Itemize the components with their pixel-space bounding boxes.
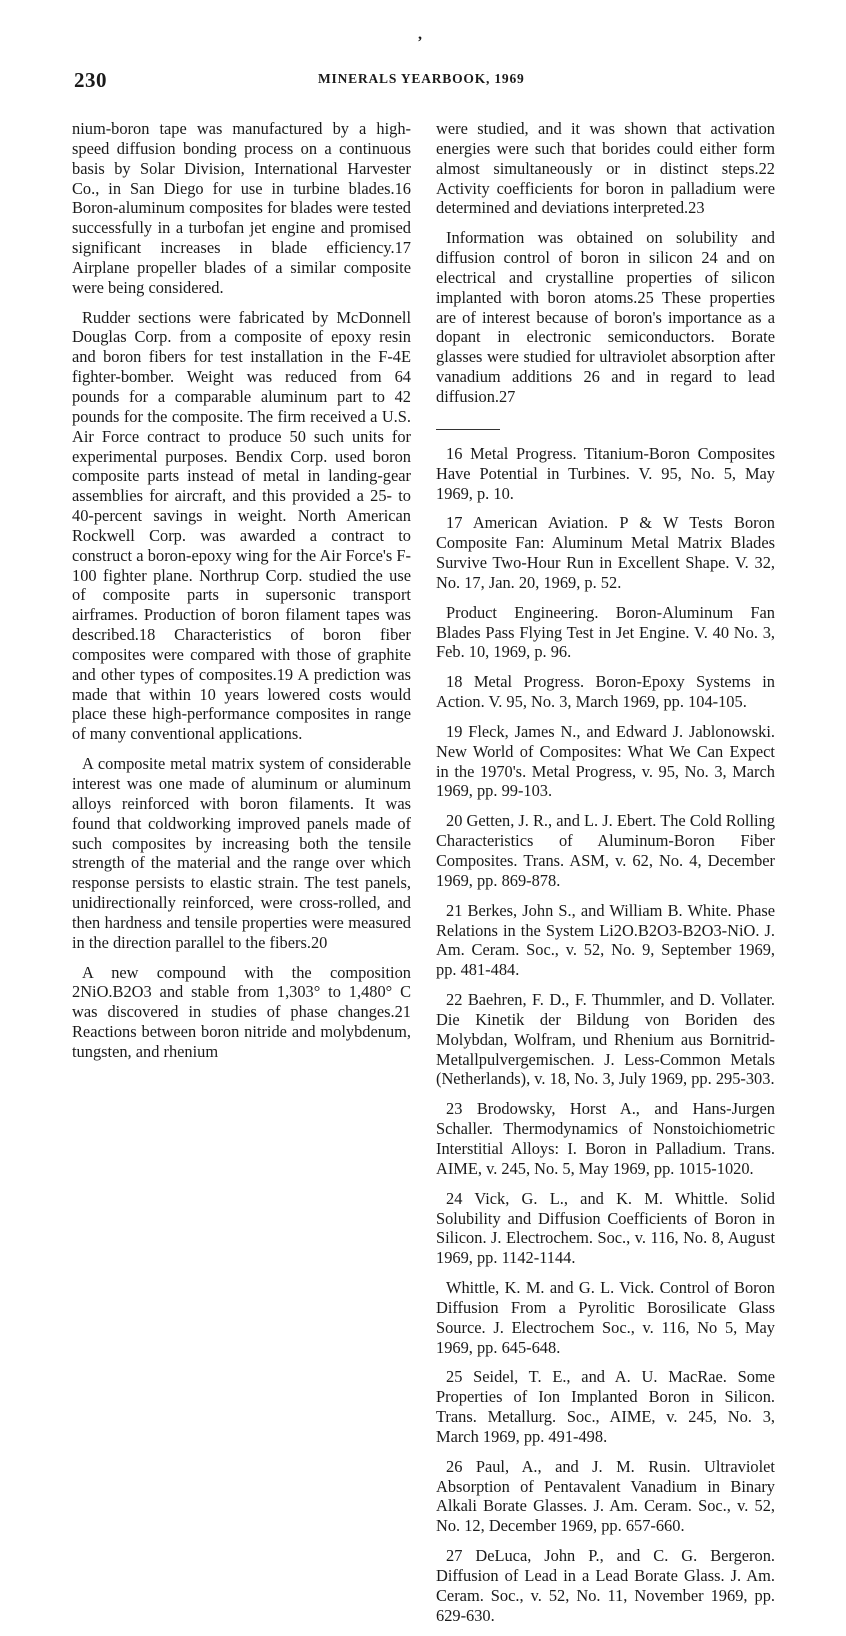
page-number: 230 xyxy=(74,68,107,92)
footnotes xyxy=(436,444,775,1626)
footnote: 24 Vick, G. L., and K. M. Whittle. Solid Solubility and Diffusion Coefficients of Boron in Silicon. J. Electrochem. Soc., v. 116, No. 8, August 1969, pp. 1142-1144. xyxy=(436,1188,775,1268)
footnote-divider xyxy=(436,429,500,430)
paragraph: nium-boron tape was manufactured by a high-speed diffusion bonding process on a continuous basis by Solar Division, International Harvester Co., in San Diego for use in turbine blades.16 Boron-aluminum composites for blades were tested successfully in a turbofan jet engine and promised significant increases in blade efficiency.17 Airplane propeller blades of a similar composite were being considered. xyxy=(72,119,411,297)
footnote: 22 Baehren, F. D., F. Thummler, and D. Vollater. Die Kinetik der Bildung von Boriden des Molybdan, Wolfram, und Rhenium aus Bornitrid-Metallpulvergemischen. J. Less-Common Metals (Netherlands), v. 18, No. 3, July 1969, pp. 295-303. xyxy=(436,990,775,1089)
footnote: 21 Berkes, John S., and William B. White. Phase Relations in the System Li2O.B2O3-B2O3-NiO. J. Am. Ceram. Soc., v. 52, No. 9, September 1969, pp. 481-484. xyxy=(436,900,775,980)
footnote: 17 American Aviation. P & W Tests Boron Composite Fan: Aluminum Metal Matrix Blades Survive Two-Hour Run in Excellent Shape. V. 32, No. 17, Jan. 20, 1969, p. 52. xyxy=(436,513,775,592)
paragraph: A new compound with the composition 2NiO.B2O3 and stable from 1,303° to 1,480° C was discovered in studies of phase changes.21 Reactions between boron nitride and molybdenum, tungsten, and rhenium xyxy=(72,962,411,1061)
footnote: 27 DeLuca, John P., and C. G. Bergeron. Diffusion of Lead in a Lead Borate Glass. J. Am. Ceram. Soc., v. 52, No. 11, November 1969, pp. 629-630. xyxy=(436,1546,775,1625)
footnote: 26 Paul, A., and J. M. Rusin. Ultraviolet Absorption of Pentavalent Vanadium in Binary Alkali Borate Glasses. J. Am. Ceram. Soc., v. 52, No. 12, December 1969, pp. 657-660. xyxy=(436,1456,775,1536)
right-column xyxy=(436,119,775,1636)
footnote: 25 Seidel, T. E., and A. U. MacRae. Some Properties of Ion Implanted Boron in Silicon. Trans. Metallurg. Soc., AIME, v. 245, No. 3, March 1969, pp. 491-498. xyxy=(436,1367,775,1446)
footnote: 16 Metal Progress. Titanium-Boron Composites Have Potential in Turbines. V. 95, No. 5, May 1969, p. 10. xyxy=(436,443,775,503)
paragraph: were studied, and it was shown that activation energies were such that borides could either form almost simultaneously or in distinct steps.22 Activity coefficients for boron in palladium were determined and deviations interpreted.23 xyxy=(436,119,775,218)
page-header xyxy=(74,68,784,92)
paragraph: Rudder sections were fabricated by McDonnell Douglas Corp. from a composite of epoxy resin and boron fibers for test installation in the F-4E fighter-bomber. Weight was reduced from 64 pounds for a comparable aluminum part to 42 pounds for the composite. The firm received a U.S. Air Force contract to produce 50 such units for experimental purposes. Bendix Corp. used boron composite parts instead of metal in landing-gear assemblies for aircraft, and this provided a 25- to 40-percent savings in weight. North American Rockwell Corp. was awarded a contract to construct a boron-epoxy wing for the Air Force's F-100 fighter plane. Northrup Corp. studied the use of composite parts in supersonic transport airframes. Production of boron filament tapes was described.18 Characteristics of boron fiber composites were compared with those of graphite and other types of composites.19 A prediction was made that within 10 years lowered costs would place these high-performance composites in range of many conventional applications. xyxy=(72,307,411,744)
left-column xyxy=(72,119,411,1072)
footnote: Product Engineering. Boron-Aluminum Fan Blades Pass Flying Test in Jet Engine. V. 40 No. 3, Feb. 10, 1969, p. 96. xyxy=(436,602,775,662)
footnote: Whittle, K. M. and G. L. Vick. Control of Boron Diffusion From a Pyrolitic Borosilicate Glass Source. J. Electrochem Soc., v. 116, No 5, May 1969, pp. 645-648. xyxy=(436,1278,775,1357)
running-title: MINERALS YEARBOOK, 1969 xyxy=(318,71,525,86)
footnote: 20 Getten, J. R., and L. J. Ebert. The Cold Rolling Characteristics of Aluminum-Boron Fiber Composites. Trans. ASM, v. 62, No. 4, December 1969, pp. 869-878. xyxy=(436,811,775,890)
footnote: 19 Fleck, James N., and Edward J. Jablonowski. New World of Composites: What We Can Expect in the 1970's. Metal Progress, v. 95, No. 3, March 1969, pp. 99-103. xyxy=(436,721,775,801)
footnote: 23 Brodowsky, Horst A., and Hans-Jurgen Schaller. Thermodynamics of Nonstoichiometric Interstitial Alloys: I. Boron in Palladium. Trans. AIME, v. 245, No. 5, May 1969, pp. 1015-1020. xyxy=(436,1099,775,1178)
footnote: 18 Metal Progress. Boron-Epoxy Systems in Action. V. 95, No. 3, March 1969, pp. 104-105. xyxy=(436,672,775,712)
page-mark: , xyxy=(418,26,422,43)
paragraph: A composite metal matrix system of considerable interest was one made of aluminum or aluminum alloys reinforced with boron filaments. It was found that coldworking improved panels made of such composites by increasing both the tensile strength of the material and the range over which response persists to elastic strain. The test panels, unidirectionally reinforced, were cross-rolled, and then hardness and tensile properties were measured in the direction parallel to the fibers.20 xyxy=(72,754,411,952)
paragraph: Information was obtained on solubility and diffusion control of boron in silicon 24 and on electrical and crystalline properties of silicon implanted with boron atoms.25 These properties are of interest because of boron's importance as a dopant in electronic semiconductors. Borate glasses were studied for ultraviolet absorption after vanadium additions 26 and in regard to lead diffusion.27 xyxy=(436,228,775,406)
